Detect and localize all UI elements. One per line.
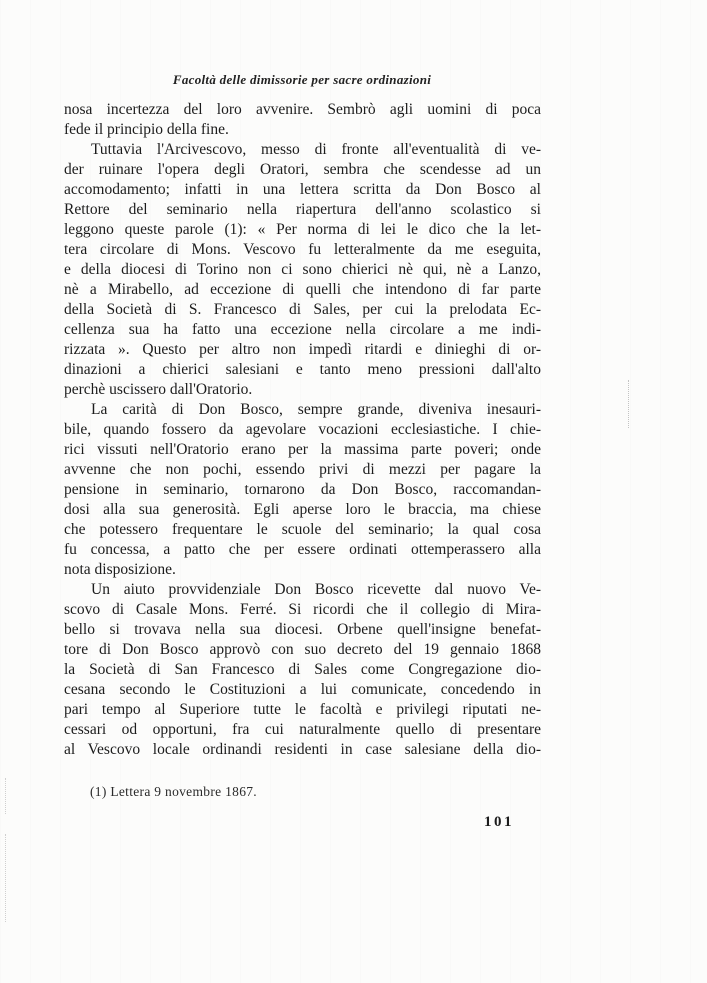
text-line: La carità di Don Bosco, sempre grande, diveniva inesauri- [91, 401, 541, 418]
page-number: 101 [484, 814, 514, 830]
text-line: Tuttavia l'Arcivescovo, messo di fronte all'eventualità di ve- [91, 141, 541, 158]
text-line: pari tempo al Superiore tutte le facoltà e privilegi riputati ne- [64, 701, 541, 718]
text-line: rizzata ». Questo per altro non impedì ritardi e dinieghi di or- [64, 341, 541, 358]
text-line: cesana secondo le Costituzioni a lui comunicate, concedendo in [64, 681, 541, 698]
text-line: dosi alla sua generosità. Egli aperse loro le braccia, ma chiese [64, 501, 541, 518]
text-line: la Società di San Francesco di Sales come Congregazione dio- [64, 661, 541, 678]
text-line: leggono queste parole (1): « Per norma di lei le dico che la let- [64, 221, 541, 238]
text-line: perchè uscissero dall'Oratorio. [64, 381, 253, 398]
text-line: bile, quando fossero da agevolare vocazioni ecclesiastiche. I chie- [64, 421, 541, 438]
scan-artifact [5, 834, 6, 922]
text-line: tera circolare di Mons. Vescovo fu letteralmente da me eseguita, [64, 241, 541, 258]
text-line: Rettore del seminario nella riapertura dell'anno scolastico si [64, 201, 541, 218]
text-line: e della diocesi di Torino non ci sono chierici nè qui, nè a Lanzo, [64, 261, 541, 278]
text-line: tore di Don Bosco approvò con suo decreto del 19 gennaio 1868 [64, 641, 541, 658]
text-line: al Vescovo locale ordinandi residenti in case salesiane della dio- [64, 741, 541, 758]
text-line: bello si trovava nella sua diocesi. Orbene quell'insigne benefat- [64, 621, 541, 638]
text-line: cessari od opportuni, fra cui naturalmente quello di presentare [64, 721, 541, 738]
text-line: der ruinare l'opera degli Oratori, sembra che scendesse ad un [64, 161, 541, 178]
text-line: Un aiuto provvidenziale Don Bosco ricevette dal nuovo Ve- [91, 581, 541, 598]
text-line: nè a Mirabello, ad eccezione di quelli che intendono di far parte [64, 281, 541, 298]
text-line: rici vissuti nell'Oratorio erano per la massima parte poveri; onde [64, 441, 541, 458]
text-line: dinazioni a chierici salesiani e tanto meno pressioni dall'alto [64, 361, 541, 378]
running-header: Facoltà delle dimissorie per sacre ordinazioni [172, 72, 432, 87]
text-line: cellenza sua ha fatto una eccezione nella circolare a me indi- [64, 321, 541, 338]
text-line: che potessero frequentare le scuole del seminario; la qual cosa [64, 521, 541, 538]
footnote: (1) Lettera 9 novembre 1867. [90, 784, 257, 799]
text-line: fu concessa, a patto che per essere ordinati ottemperassero alla [64, 541, 541, 558]
text-line: nosa incertezza del loro avvenire. Sembrò agli uomini di poca [64, 101, 541, 118]
scan-artifact [628, 380, 629, 428]
text-line: fede il principio della fine. [64, 121, 229, 138]
text-line: della Società di S. Francesco di Sales, per cui la prelodata Ec- [64, 301, 541, 318]
body-text [64, 100, 541, 760]
text-line: accomodamento; infatti in una lettera scritta da Don Bosco al [64, 181, 541, 198]
text-line: avvenne che non pochi, essendo privi di mezzi per pagare la [64, 461, 541, 478]
text-line: pensione in seminario, tornarono da Don Bosco, raccomandan- [64, 481, 541, 498]
scan-artifact [5, 778, 6, 814]
text-line: scovo di Casale Mons. Ferré. Si ricordi che il collegio di Mira- [64, 601, 541, 618]
text-line: nota disposizione. [64, 561, 176, 578]
